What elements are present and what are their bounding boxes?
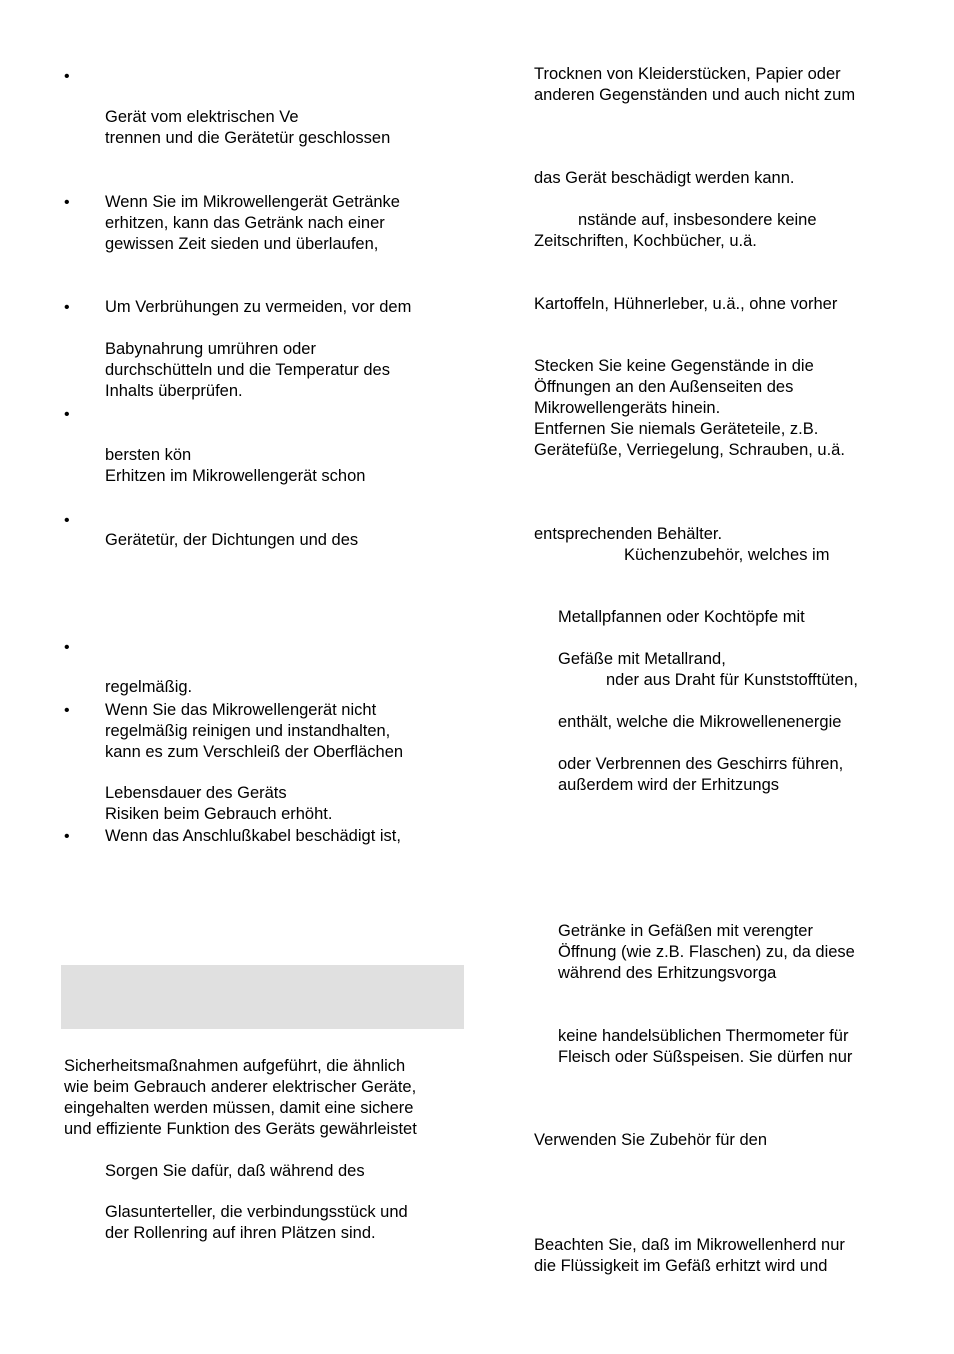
right-line: keine handelsüblichen Thermometer für [558, 1027, 849, 1045]
left-line: Um Verbrühungen zu vermeiden, vor dem [105, 298, 412, 316]
right-line: außerdem wird der Erhitzungs [558, 776, 780, 794]
right-line: Mikrowellengeräts hinein. [534, 399, 721, 417]
right-line: oder Verbrennen des Geschirrs führen, [558, 755, 844, 773]
bullet-7: • [64, 702, 70, 719]
right-line: Entfernen Sie niemals Geräteteile, z.B. [534, 420, 819, 438]
right-line: nstände auf, insbesondere keine [578, 211, 817, 229]
right-line: Verwenden Sie Zubehör für den [534, 1131, 767, 1149]
right-line: während des Erhitzungsvorga [558, 964, 777, 982]
right-line: anderen Gegenständen und auch nicht zum [534, 86, 856, 104]
right-line: Küchenzubehör, welches im [624, 546, 830, 564]
right-line: die Flüssigkeit im Gefäß erhitzt wird und [534, 1257, 828, 1275]
left-line: Wenn Sie im Mikrowellengerät Getränke [105, 193, 400, 211]
section-header-box [61, 965, 464, 1029]
right-line: Stecken Sie keine Gegenstände in die [534, 357, 814, 375]
right-line: entsprechenden Behälter. [534, 525, 723, 543]
right-line: das Gerät beschädigt werden kann. [534, 169, 795, 187]
left-line: Wenn das Anschlußkabel beschädigt ist, [105, 827, 401, 845]
bullet-1: • [64, 68, 70, 85]
right-line: Öffnungen an den Außenseiten des [534, 378, 794, 396]
left-line: gewissen Zeit sieden und überlaufen, [105, 235, 379, 253]
left-line: Gerät vom elektrischen Ve [105, 108, 299, 126]
left-line: Glasunterteller, die verbindungsstück und [105, 1203, 408, 1221]
right-line: Getränke in Gefäßen mit verengter [558, 922, 813, 940]
right-line: enthält, welche die Mikrowellenenergie [558, 713, 842, 731]
left-line: durchschütteln und die Temperatur des [105, 361, 390, 379]
right-line: Öffnung (wie z.B. Flaschen) zu, da diese [558, 943, 855, 961]
bullet-4: • [64, 406, 70, 423]
right-line: Zeitschriften, Kochbücher, u.ä. [534, 232, 757, 250]
left-line: und effiziente Funktion des Geräts gewährleistet [64, 1120, 417, 1138]
left-line: wie beim Gebrauch anderer elektrischer Geräte, [64, 1078, 417, 1096]
right-line: Gerätefüße, Verriegelung, Schrauben, u.ä. [534, 441, 845, 459]
left-line: der Rollenring auf ihren Plätzen sind. [105, 1224, 376, 1242]
left-line: eingehalten werden müssen, damit eine sichere [64, 1099, 414, 1117]
bullet-8: • [64, 828, 70, 845]
bullet-3: • [64, 299, 70, 316]
right-line: Beachten Sie, daß im Mikrowellenherd nur [534, 1236, 845, 1254]
right-line: Fleisch oder Süßspeisen. Sie dürfen nur [558, 1048, 853, 1066]
right-line: nder aus Draht für Kunststofftüten, [606, 671, 858, 689]
bullet-2: • [64, 194, 70, 211]
left-line: Erhitzen im Mikrowellengerät schon [105, 467, 366, 485]
left-line: kann es zum Verschleiß der Oberflächen [105, 743, 404, 761]
left-line: Gerätetür, der Dichtungen und des [105, 531, 359, 549]
right-line: Metallpfannen oder Kochtöpfe mit [558, 608, 805, 626]
left-line: bersten kön [105, 446, 192, 464]
left-line: Sicherheitsmaßnahmen aufgeführt, die ähnlich [64, 1057, 406, 1075]
left-line: erhitzen, kann das Getränk nach einer [105, 214, 385, 232]
left-line: Sorgen Sie dafür, daß während des [105, 1162, 365, 1180]
right-line: Trocknen von Kleiderstücken, Papier oder [534, 65, 841, 83]
left-line: Lebensdauer des Geräts [105, 784, 287, 802]
bullet-5: • [64, 512, 70, 529]
left-line: trennen und die Gerätetür geschlossen [105, 129, 391, 147]
left-line: Babynahrung umrühren oder [105, 340, 316, 358]
right-line: Gefäße mit Metallrand, [558, 650, 726, 668]
left-line: regelmäßig reinigen und instandhalten, [105, 722, 391, 740]
left-line: Wenn Sie das Mikrowellengerät nicht [105, 701, 377, 719]
right-line: Kartoffeln, Hühnerleber, u.ä., ohne vorher [534, 295, 838, 313]
left-line: Risiken beim Gebrauch erhöht. [105, 805, 333, 823]
bullet-6: • [64, 639, 70, 656]
left-line: regelmäßig. [105, 678, 193, 696]
left-line: Inhalts überprüfen. [105, 382, 243, 400]
